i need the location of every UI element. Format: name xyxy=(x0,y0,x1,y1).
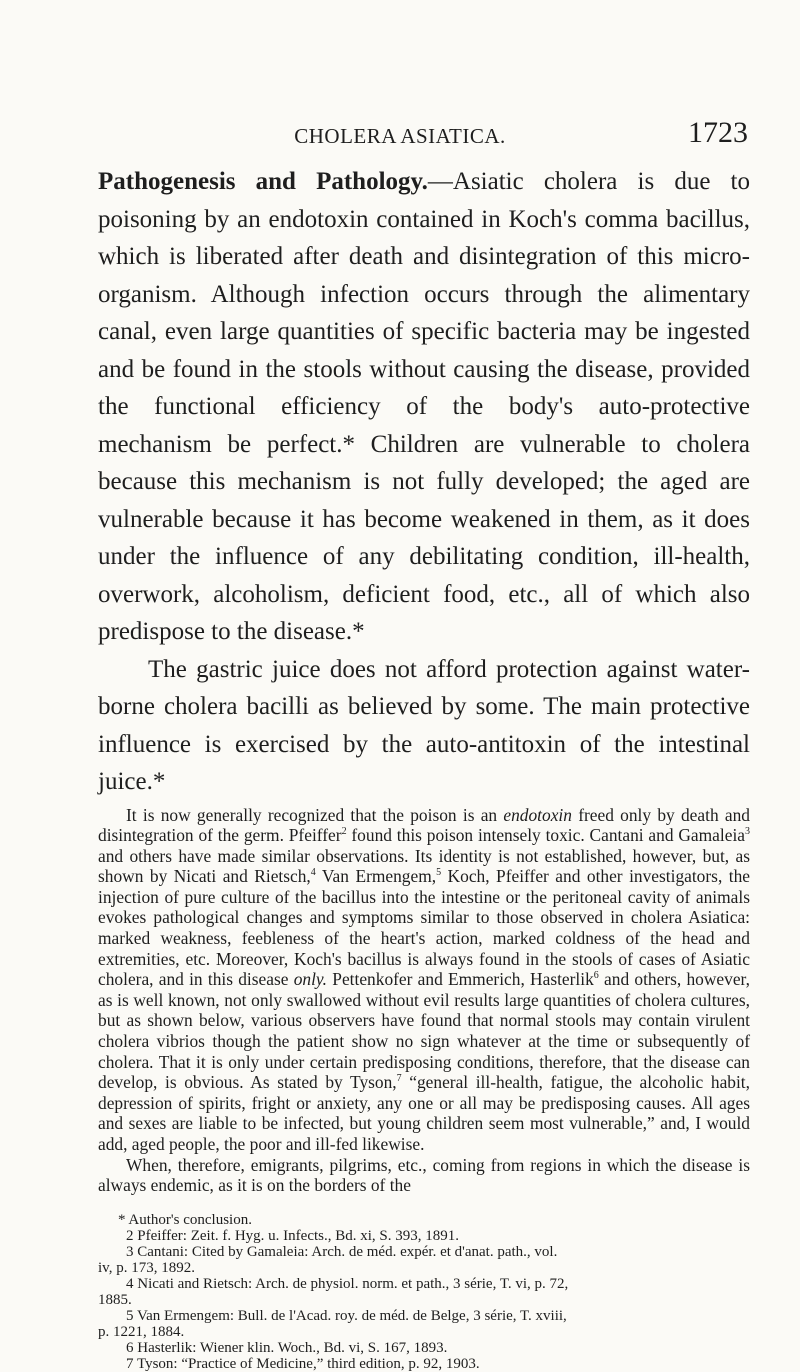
footnote-5 xyxy=(98,1308,750,1340)
footnote-7: 7 Tyson: “Practice of Medicine,” third edition, p. 92, 1903. xyxy=(126,1355,480,1372)
text-run: “general ill-health, fatigue, the alcoholic habit, depression of spirits, fright or anxiety, any one or all may be predisposing causes. All ages and sexes are liable to be infected, but young children seem most vulnerable,” and, I would add, aged people, the poor and ill-fed likewise. xyxy=(98,1072,750,1154)
emphasis: only. xyxy=(293,969,328,990)
paragraph-pathogenesis xyxy=(98,163,750,651)
footnote-line: 3 Cantani: Cited by Gamaleia: Arch. de méd. expér. et d'anat. path., vol. xyxy=(126,1243,558,1260)
text-run: and others, however, as is well known, not only swallowed without evil results large quantities of cholera cultures, but as shown below, various observers have found that normal stools may contain virulent cholera vibrios though the patient show no sign whatever at the time or subsequently of cholera. That it is only under certain predisposing conditions, therefore, that the disease can develop, is obvious. As stated by Tyson, xyxy=(98,969,750,1093)
footnote-6: 6 Hasterlik: Wiener klin. Woch., Bd. vi, S. 167, 1893. xyxy=(126,1339,448,1356)
paragraph-endotoxin xyxy=(98,805,750,1155)
footnote-author: * Author's conclusion. xyxy=(118,1211,252,1228)
paragraph-gastric-juice: The gastric juice does not afford protection against water-borne cholera bacilli as believed by some. The main protective influence is exercised by the auto-antitoxin of the intestinal juice.* xyxy=(98,655,750,795)
text-run: found this poison intensely toxic. Cantani and Gamaleia xyxy=(346,825,745,846)
footnotes xyxy=(98,1212,750,1372)
running-title: CHOLERA ASIATICA. xyxy=(294,124,506,148)
text-run: and others have made similar observations. Its identity is not established, however, but, as shown by Nicati and Rietsch, xyxy=(98,845,750,887)
text-run: Pettenkofer and Emmerich, Hasterlik xyxy=(327,969,594,990)
footnote-line: 4 Nicati and Rietsch: Arch. de physiol. norm. et path., 3 série, T. vi, p. 72, xyxy=(126,1275,569,1292)
footnote-4 xyxy=(98,1276,750,1308)
page-content xyxy=(98,163,750,1372)
footnote-ref: 6 xyxy=(593,970,599,982)
footnote-2: 2 Pfeiffer: Zeit. f. Hyg. u. Infects., Bd. xi, S. 393, 1891. xyxy=(126,1227,460,1244)
section-heading: Pathogenesis and Pathology. xyxy=(98,168,428,195)
footnote-ref: 4 xyxy=(310,867,316,879)
small-print-section xyxy=(98,805,750,1196)
paragraph-text: —Asiatic cholera is due to poisoning by an endotoxin contained in Koch's comma bacillus, which is liberated after death and disintegration of this micro-organism. Although infection occurs through the alimentary canal, even large quantities of specific bacteria may be ingested and be found in the stools without causing the disease, provided the functional efficiency of the body's auto-protective mechanism be perfect.* Children are vulnerable to cholera because this mechanism is not fully developed; the aged are vulnerable because it has become weakened in them, as it does under the influence of any debilitating condition, ill-health, overwork, alcoholism, deficient food, etc., all of which also predispose to the disease.* xyxy=(98,168,751,645)
footnote-line: p. 1221, 1884. xyxy=(98,1323,185,1340)
footnote-ref: 3 xyxy=(745,826,750,838)
footnote-line: 1885. xyxy=(98,1291,132,1308)
footnote-line: iv, p. 173, 1892. xyxy=(98,1259,195,1276)
text-run: Koch, Pfeiffer and other investigators, the injection of pure culture of the bacillus into the intestine or the peritoneal cavity of animals evokes pathological changes and symptoms similar to those observed in cholera Asiatica: marked weakness, feebleness of the heart's action, marked coldness of the head and extremities, etc. Moreover, Koch's bacillus is always found in the stools of cases of Asiatic cholera, and in this disease xyxy=(98,866,750,990)
footnote-line: 5 Van Ermengem: Bull. de l'Acad. roy. de méd. de Belge, 3 série, T. xviii, xyxy=(126,1307,567,1324)
emphasis: endotoxin xyxy=(503,804,572,825)
footnote-ref: 7 xyxy=(396,1073,402,1085)
footnote-3 xyxy=(98,1244,750,1276)
main-text xyxy=(98,163,750,801)
text-run: It is now generally recognized that the poison is an xyxy=(126,804,504,825)
text-run: Van Ermengem, xyxy=(315,866,437,887)
page-header xyxy=(0,116,800,156)
page-number: 1723 xyxy=(688,116,748,149)
footnote-ref: 5 xyxy=(436,867,442,879)
footnote-ref: 2 xyxy=(341,826,347,838)
paragraph-emigrants: When, therefore, emigrants, pilgrims, etc., coming from regions in which the disease is always endemic, as it is on the borders of the xyxy=(98,1154,750,1196)
text-run: freed only by death and disintegration of the germ. Pfeiffer xyxy=(98,804,750,846)
